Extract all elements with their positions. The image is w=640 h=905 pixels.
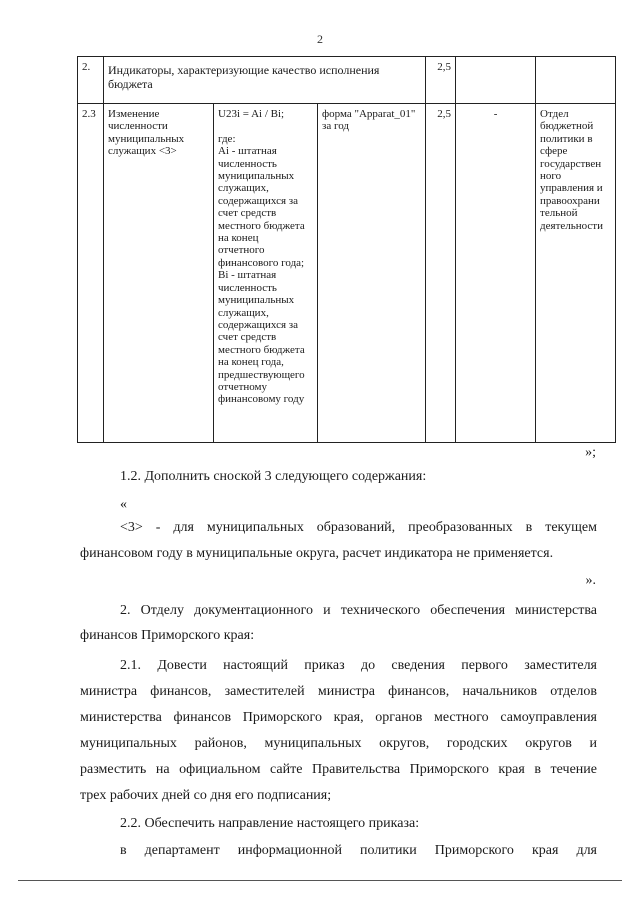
- formula-line: отчетному: [218, 380, 268, 393]
- table-close-quote: »;: [585, 445, 596, 460]
- cell-dash: -: [456, 104, 536, 443]
- p-2-1-line-3: министерства финансов Приморского края, органов местного самоуправления: [80, 710, 597, 725]
- formula-line: счет средств: [218, 207, 277, 220]
- formula-line: содержащихся за: [218, 194, 298, 207]
- paragraph-2-line-2: финансов Приморского края:: [80, 628, 255, 643]
- page-number: 2: [317, 32, 323, 46]
- formula-line: служащих,: [218, 306, 269, 319]
- cell-source: форма "Apparat_01" за год: [318, 104, 426, 443]
- formula-line: местного бюджета: [218, 219, 305, 232]
- quote-close: ».: [585, 573, 596, 588]
- cell-value: 2,5: [426, 104, 456, 443]
- cell-section-title: Индикаторы, характеризующие качество исполнения бюджета: [104, 57, 426, 104]
- footnote-line-1: <3> - для муниципальных образований, преобразованных в текущем: [120, 520, 597, 535]
- indicators-table: [77, 56, 616, 443]
- cell-responsible: Отдел бюджетной политики в сфере государствен ного управления и правоохрани тельной деятельности: [536, 104, 616, 443]
- quote-open: «: [120, 497, 127, 512]
- table-row-section-2: [78, 57, 616, 104]
- p-2-1-line-5: разместить на официальном сайте Правительства Приморского края в течение: [80, 762, 597, 777]
- cell-section-num: 2.: [78, 57, 104, 104]
- formula-line: U23i = Ai / Bi;: [218, 108, 285, 120]
- cell-formula: [214, 104, 318, 443]
- paragraph-1-2: 1.2. Дополнить сноской 3 следующего содержания:: [120, 469, 427, 484]
- p-2-1-line-2: министра финансов, заместителей министра финансов, начальников отделов: [80, 684, 597, 699]
- formula-line: местного бюджета: [218, 343, 305, 356]
- formula-lines: [218, 108, 313, 406]
- formula-line: содержащихся за: [218, 318, 298, 331]
- formula-line: предшествующего: [218, 368, 305, 381]
- cell-indicator-name: Изменение численности муниципальных служащих <3>: [104, 104, 214, 443]
- footnote-line-2: финансовом году в муниципальные округа, расчет индикатора не применяется.: [80, 546, 554, 561]
- formula-line: численность: [218, 157, 277, 170]
- formula-line: служащих,: [218, 182, 269, 195]
- table-row-2-3: [78, 104, 616, 443]
- footer-rule: [18, 880, 622, 881]
- p-2-1-line-6: трех рабочих дней со дня его подписания;: [80, 788, 332, 803]
- formula-line: численность: [218, 281, 277, 294]
- formula-line: где:: [218, 132, 236, 145]
- formula-line: [218, 120, 313, 132]
- paragraph-2-line-1: 2. Отделу документационного и технического обеспечения министерства: [120, 603, 597, 618]
- cell-section-empty-2: [536, 57, 616, 104]
- formula-line: финансовому году: [218, 393, 305, 406]
- formula-line: на конец года,: [218, 356, 284, 369]
- formula-line: муниципальных: [218, 294, 295, 307]
- formula-line: на конец: [218, 232, 259, 245]
- cell-section-empty-1: [456, 57, 536, 104]
- formula-line: муниципальных: [218, 170, 295, 183]
- cell-section-value: 2,5: [426, 57, 456, 104]
- cell-row-num: 2.3: [78, 104, 104, 443]
- p-2-1-line-4: муниципальных районов, муниципальных округов, городских округов и: [80, 736, 597, 751]
- formula-line: финансового года;: [218, 256, 305, 269]
- formula-line: Bi - штатная: [218, 269, 277, 282]
- formula-line: Ai - штатная: [218, 145, 277, 158]
- formula-line: отчетного: [218, 244, 265, 257]
- formula-line: счет средств: [218, 331, 277, 344]
- p-2-1-line-1: 2.1. Довести настоящий приказ до сведения первого заместителя: [120, 658, 597, 673]
- paragraph-2-2: 2.2. Обеспечить направление настоящего приказа:: [120, 816, 420, 831]
- paragraph-last-line: в департамент информационной политики Приморского края для: [120, 843, 597, 858]
